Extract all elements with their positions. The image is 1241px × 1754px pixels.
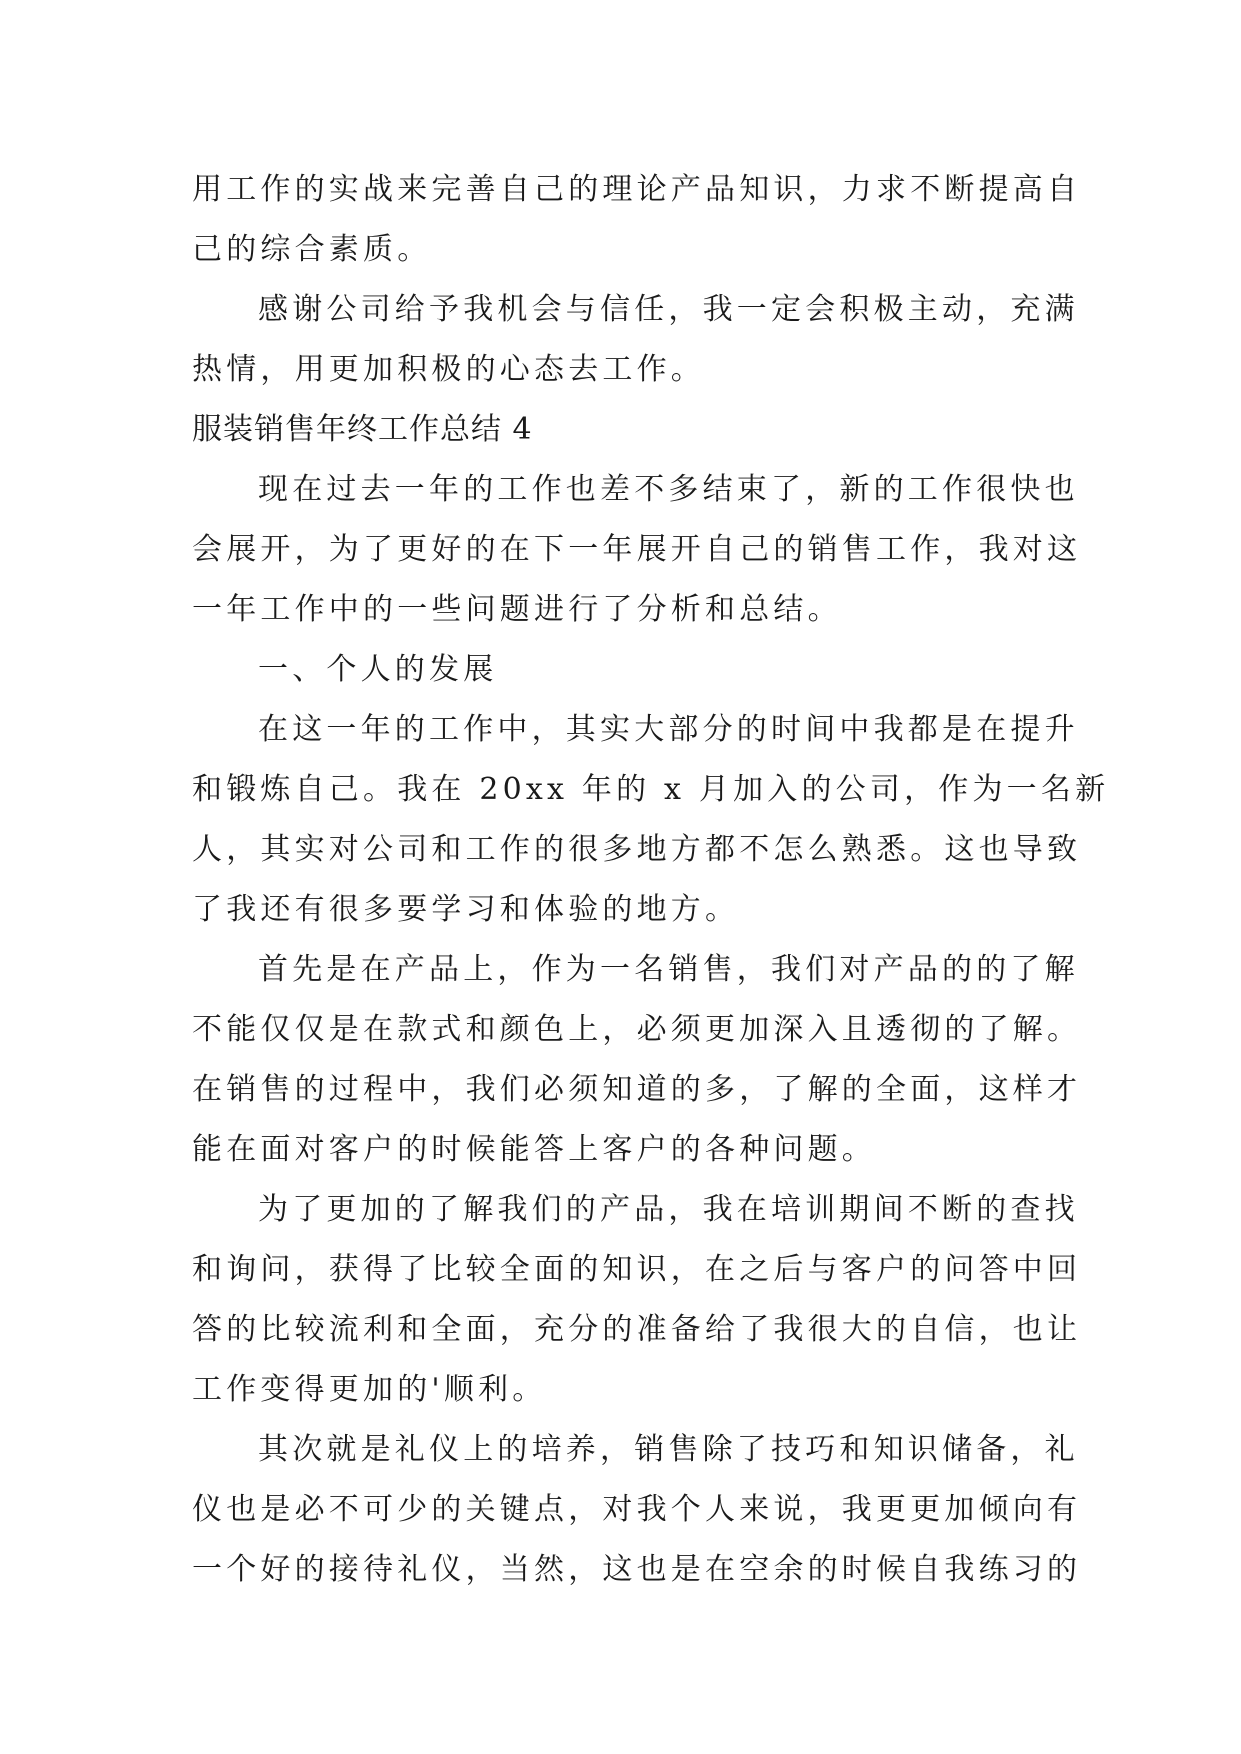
paragraph-start: 其次就是礼仪上的培养，销售除了技巧和知识储备，礼 — [258, 1432, 1079, 1467]
text-line: 能在面对客户的时候能答上客户的各种问题。 — [192, 1132, 876, 1167]
text-line: 了我还有很多要学习和体验的地方。 — [192, 892, 740, 927]
paragraph-start: 现在过去一年的工作也差不多结束了，新的工作很快也 — [258, 472, 1079, 507]
paragraph-start: 首先是在产品上，作为一名销售，我们对产品的的了解 — [258, 952, 1079, 987]
text-line: 答的比较流利和全面，充分的准备给了我很大的自信，也让 — [192, 1312, 1082, 1347]
text-line: 人，其实对公司和工作的很多地方都不怎么熟悉。这也导致 — [192, 832, 1082, 867]
text-line: 在销售的过程中，我们必须知道的多，了解的全面，这样才 — [192, 1072, 1082, 1107]
text-line: 仪也是必不可少的关键点，对我个人来说，我更更加倾向有 — [192, 1492, 1082, 1527]
document-page — [192, 160, 1110, 1600]
text-line: 和询问，获得了比较全面的知识，在之后与客户的问答中回 — [192, 1252, 1082, 1287]
text-line: 会展开，为了更好的在下一年展开自己的销售工作，我对这 — [192, 532, 1082, 567]
text-line: 己的综合素质。 — [192, 232, 432, 267]
paragraph-start: 为了更加的了解我们的产品，我在培训期间不断的查找 — [258, 1192, 1079, 1227]
text-line: 和锻炼自己。我在 20xx 年的 x 月加入的公司，作为一名新 — [192, 772, 1110, 807]
paragraph-start: 在这一年的工作中，其实大部分的时间中我都是在提升 — [258, 712, 1079, 747]
text-line: 一个好的接待礼仪，当然，这也是在空余的时候自我练习的 — [192, 1552, 1082, 1587]
text-line: 一年工作中的一些问题进行了分析和总结。 — [192, 592, 842, 627]
subsection-heading: 一、个人的发展 — [258, 652, 498, 687]
text-line: 热情，用更加积极的心态去工作。 — [192, 352, 705, 387]
section-heading: 服装销售年终工作总结 4 — [192, 412, 533, 447]
text-line: 工作变得更加的'顺利。 — [192, 1372, 547, 1407]
text-line: 不能仅仅是在款式和颜色上，必须更加深入且透彻的了解。 — [192, 1012, 1082, 1047]
paragraph-start: 感谢公司给予我机会与信任，我一定会积极主动，充满 — [258, 292, 1079, 327]
text-line: 用工作的实战来完善自己的理论产品知识，力求不断提高自 — [192, 172, 1082, 207]
